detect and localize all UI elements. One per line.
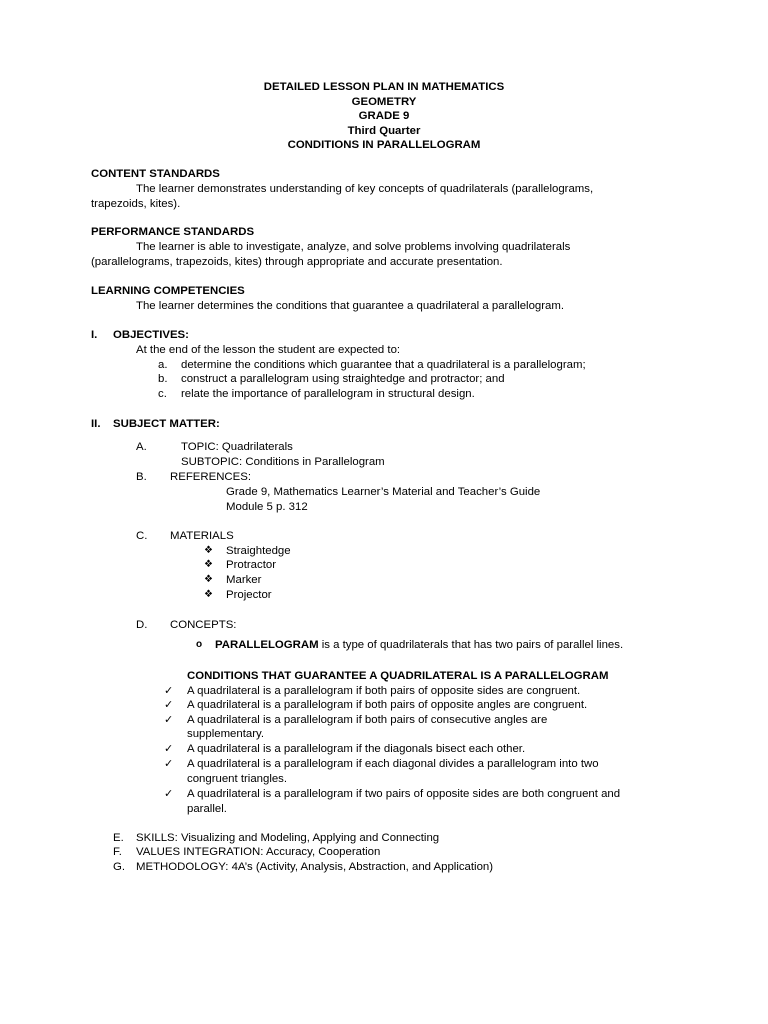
diamond-bullet-icon: ❖ [204,559,213,570]
content-standards-text-cont: trapezoids, kites). [91,197,181,210]
condition-item: A quadrilateral is a parallelogram if both pairs of opposite sides are congruent. [187,684,581,697]
condition-item: A quadrilateral is a parallelogram if the diagonals bisect each other. [187,743,526,755]
diamond-bullet-icon: ❖ [204,544,213,556]
objectives-heading: OBJECTIVES: [113,329,189,341]
subtopic-text: SUBTOPIC: Conditions in Parallelogram [181,456,385,468]
subject-matter-heading: SUBJECT MATTER: [113,418,220,430]
concepts-label: CONCEPTS: [170,618,237,631]
objectives-intro: At the end of the lesson the student are expected to: [136,344,401,356]
concept-definition [215,638,623,653]
objective-marker: a. [158,358,168,371]
reference-line: Grade 9, Mathematics Learner’s Material and Teacher’s Guide [226,486,541,498]
condition-item: A quadrilateral is a parallelogram if both pairs of consecutive angles are [187,713,548,726]
section-numeral-ii: II. [91,418,101,430]
material-item: Marker [226,573,262,586]
doc-subject: GEOMETRY [351,95,417,108]
material-item: Projector [226,588,272,601]
objective-marker: b. [158,373,168,385]
diamond-bullet-icon: ❖ [204,588,213,600]
condition-item-cont: congruent triangles. [187,772,288,785]
condition-item: A quadrilateral is a parallelogram if two pairs of opposite sides are both congruent and [187,788,621,800]
materials-label: MATERIALS [170,529,234,542]
condition-item-cont: parallel. [187,802,227,815]
checkmark-icon: ✓ [164,699,174,711]
diamond-bullet-icon: ❖ [204,573,213,585]
subsection-marker-d: D. [136,618,148,631]
performance-standards-text-cont: (parallelograms, trapezoids, kites) through appropriate and accurate presentation. [91,255,503,268]
objective-item: construct a parallelogram using straightedge and protractor; and [181,373,505,385]
subsection-marker-c: C. [136,529,148,542]
values-integration-text: VALUES INTEGRATION: Accuracy, Cooperation [136,846,381,858]
subsection-marker-g: G. [113,861,126,873]
topic-text: TOPIC: Quadrilaterals [181,441,293,453]
condition-item: A quadrilateral is a parallelogram if each diagonal divides a parallelogram into two [187,758,599,770]
reference-line: Module 5 p. 312 [226,500,308,513]
checkmark-icon: ✓ [164,788,174,800]
content-standards-heading: CONTENT STANDARDS [91,168,220,180]
performance-standards-heading: PERFORMANCE STANDARDS [91,226,255,238]
concept-term: PARALLELOGRAM [215,639,319,651]
objective-marker: c. [158,387,167,400]
subsection-marker-a: A. [136,441,147,453]
learning-competencies-text: The learner determines the conditions that guarantee a quadrilateral a parallelogram. [136,299,565,312]
condition-item: A quadrilateral is a parallelogram if both pairs of opposite angles are congruent. [187,699,588,711]
learning-competencies-heading: LEARNING COMPETENCIES [91,285,245,297]
objective-item: determine the conditions which guarantee that a quadrilateral is a parallelogram; [181,358,586,371]
conditions-heading: CONDITIONS THAT GUARANTEE A QUADRILATERAL IS A PARALLELOGRAM [187,670,609,682]
checkmark-icon: ✓ [164,684,174,697]
doc-title: DETAILED LESSON PLAN IN MATHEMATICS [263,81,505,93]
doc-lesson-title: CONDITIONS IN PARALLELOGRAM [287,139,481,151]
objective-item: relate the importance of parallelogram in structural design. [181,387,475,400]
subsection-marker-f: F. [113,846,122,858]
section-numeral-i: I. [91,329,98,341]
performance-standards-text: The learner is able to investigate, analyze, and solve problems involving quadrilaterals [136,241,571,253]
material-item: Straightedge [226,544,291,557]
subsection-marker-b: B. [136,471,147,483]
content-standards-text: The learner demonstrates understanding of key concepts of quadrilaterals (parallelograms, [136,183,594,195]
circle-bullet-icon: o [196,639,203,650]
checkmark-icon: ✓ [164,758,174,770]
doc-quarter: Third Quarter [347,124,421,137]
checkmark-icon: ✓ [164,743,174,755]
doc-grade: GRADE 9 [358,110,410,122]
subsection-marker-e: E. [113,831,124,844]
methodology-text: METHODOLOGY: 4A’s (Activity, Analysis, Abstraction, and Application) [136,861,494,873]
condition-item-cont: supplementary. [187,728,265,740]
checkmark-icon: ✓ [164,713,174,726]
skills-text: SKILLS: Visualizing and Modeling, Applying and Connecting [136,831,440,844]
material-item: Protractor [226,559,277,571]
references-label: REFERENCES: [170,471,252,483]
concept-text: is a type of quadrilaterals that has two pairs of parallel lines. [318,639,624,651]
